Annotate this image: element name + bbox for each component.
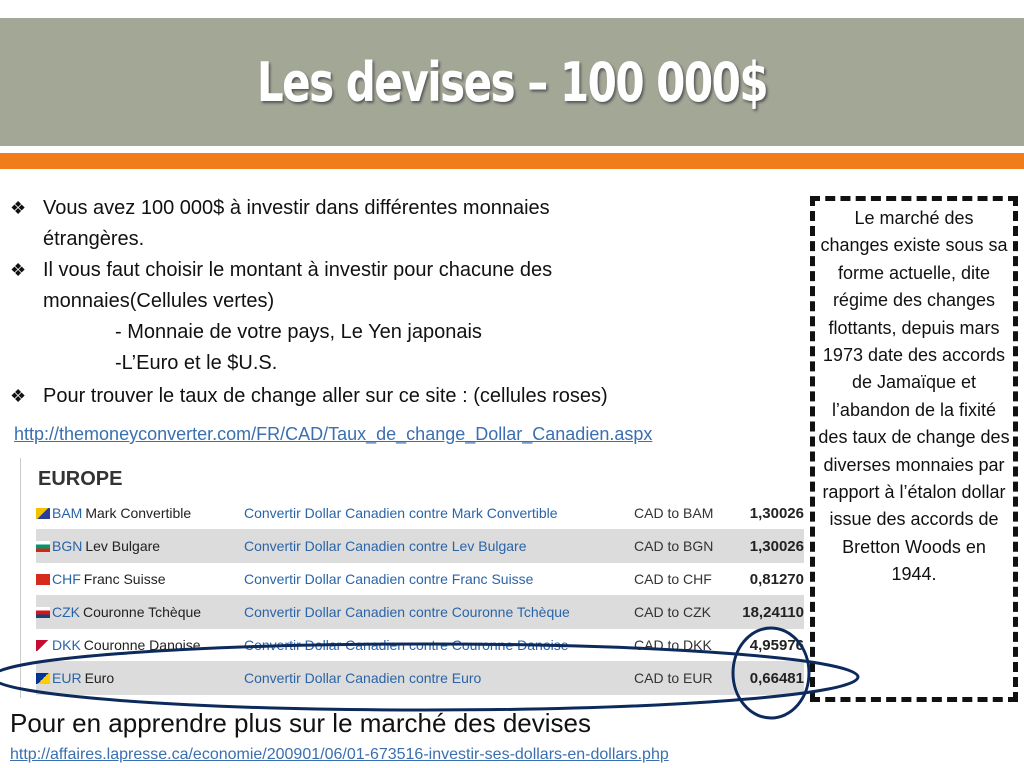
flag-icon [36,640,50,651]
currency-pair: CAD to CHF [634,571,712,587]
currency-pair: CAD to CZK [634,604,712,620]
exchange-rate: 18,24110 [742,603,804,621]
slide-title: Les devises – 100 000$ [256,50,768,114]
convert-link[interactable]: Convertir Dollar Canadien contre Couronne Tchèque [244,604,570,620]
exchange-rate: 1,30026 [749,504,804,522]
exchange-rate: 1,30026 [749,537,804,555]
currency-code[interactable]: BGN [52,538,83,554]
bullet-1-line2: étrangères. [43,228,145,250]
flag-icon [36,673,50,684]
currency-code[interactable]: EUR [52,670,82,686]
currency-code[interactable]: CZK [52,604,80,620]
table-row [36,629,804,662]
currency-name: Lev Bulgare [85,538,161,554]
currency-name: Franc Suisse [83,571,166,587]
currency-code[interactable]: DKK [52,637,81,653]
bullet-list [10,193,800,412]
convert-link[interactable]: Convertir Dollar Canadien contre Mark Convertible [244,505,558,521]
diamond-bullet-icon: ❖ [10,198,27,218]
flag-icon [36,574,50,585]
convert-link[interactable]: Convertir Dollar Canadien contre Euro [244,670,482,686]
currency-pair: CAD to BAM [634,505,714,521]
bullet-3 [10,381,800,412]
exchange-rate: 4,95976 [749,636,804,654]
bullet-3-line1: Pour trouver le taux de change aller sur ce site : (cellules roses) [43,385,608,407]
side-note: Le marché des changes existe sous sa forme actuelle, dite régime des changes flottants, depuis mars 1973 date des accords de Jamaïque et l’abandon de la fixité des taux de change des diverses monnaies par rapport à l’étalon dollar issue des accords de Bretton Woods en 1944. [818,208,1010,585]
lapresse-link[interactable]: http://affaires.lapresse.ca/economie/200901/06/01-673516-investir-ses-dollars-en-dollars.php [10,746,669,763]
currency-name: Mark Convertible [85,505,192,521]
currency-name: Euro [84,670,115,686]
rates-table [36,497,804,695]
diamond-bullet-icon: ❖ [10,260,27,280]
table-row [36,497,804,530]
flag-icon [36,607,50,618]
bullet-2 [10,255,800,286]
sub-bullet-2: -L’Euro et le $U.S. [115,352,278,374]
flag-icon [36,508,50,519]
currency-pair: CAD to DKK [634,637,712,653]
bullet-1-line1: Vous avez 100 000$ à investir dans différentes monnaies [43,197,550,219]
table-heading: EUROPE [38,468,123,490]
currency-code[interactable]: BAM [52,505,83,521]
table-row [36,662,804,695]
table-row [36,563,804,596]
flag-icon [36,541,50,552]
currency-pair: CAD to EUR [634,670,713,686]
convert-link[interactable]: Convertir Dollar Canadien contre Lev Bulgare [244,538,527,554]
currency-name: Couronne Tchèque [83,604,202,620]
bullet-1 [10,193,800,224]
learn-more-heading: Pour en apprendre plus sur le marché des devises [10,708,591,738]
table-row [36,530,804,563]
exchange-rate: 0,66481 [749,669,804,687]
currency-pair: CAD to BGN [634,538,714,554]
sub-bullet-1: - Monnaie de votre pays, Le Yen japonais [115,321,482,343]
exchange-rate: 0,81270 [749,570,804,588]
diamond-bullet-icon: ❖ [10,386,27,406]
converter-site-link[interactable]: http://themoneyconverter.com/FR/CAD/Taux_de_change_Dollar_Canadien.aspx [14,424,653,444]
bullet-2-line2: monnaies(Cellules vertes) [43,290,275,312]
currency-code[interactable]: CHF [52,571,81,587]
currency-name: Couronne Danoise [83,637,201,653]
convert-link[interactable]: Convertir Dollar Canadien contre Franc Suisse [244,571,534,587]
accent-bar [0,153,1024,169]
bullet-2-line1: Il vous faut choisir le montant à investir pour chacune des [43,259,553,281]
table-row [36,596,804,629]
convert-link[interactable]: Convertir Dollar Canadien contre Couronne Danoise [244,637,569,653]
